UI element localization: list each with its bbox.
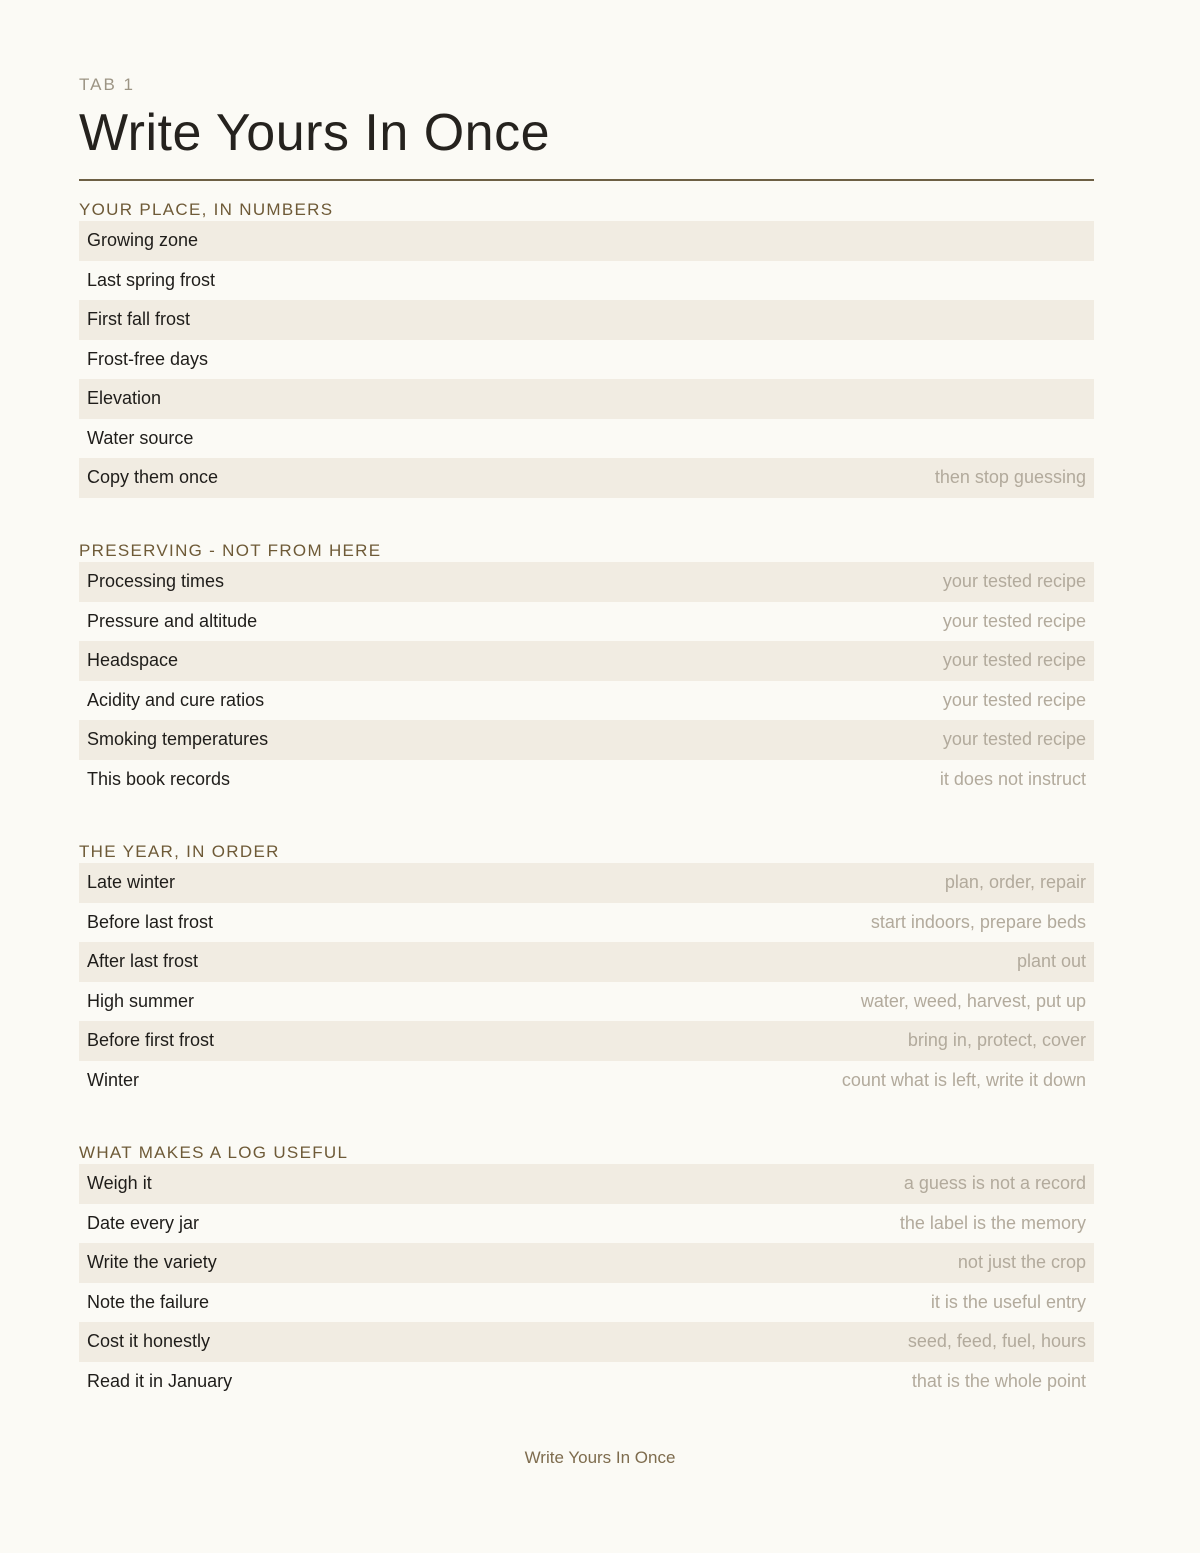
row-label: Write the variety <box>87 1252 217 1273</box>
table-row <box>79 419 1094 459</box>
table-row <box>79 641 1094 681</box>
section-preserving <box>79 540 1094 799</box>
table-row <box>79 1204 1094 1244</box>
row-label: Pressure and altitude <box>87 610 258 631</box>
section-log-useful <box>79 1142 1094 1401</box>
row-note: plan, order, repair <box>944 872 1086 893</box>
row-note: start indoors, prepare beds <box>870 911 1086 932</box>
tab-label: TAB 1 <box>79 75 135 94</box>
section-the-year <box>79 841 1094 1100</box>
section-rows <box>79 562 1094 799</box>
table-row <box>79 1362 1094 1402</box>
table-row <box>79 982 1094 1022</box>
row-note: seed, feed, fuel, hours <box>907 1331 1086 1352</box>
table-row <box>79 1061 1094 1101</box>
table-row <box>79 261 1094 301</box>
row-label: After last frost <box>87 951 199 972</box>
row-label: Water source <box>87 427 194 448</box>
row-label: This book records <box>87 768 231 789</box>
row-label: Before first frost <box>87 1030 215 1051</box>
row-note: that is the whole point <box>911 1370 1086 1391</box>
section-heading: YOUR PLACE, IN NUMBERS <box>79 200 334 219</box>
row-label: Weigh it <box>87 1173 152 1194</box>
row-note: not just the crop <box>957 1252 1086 1273</box>
row-label: Read it in January <box>87 1370 233 1391</box>
row-note: the label is the memory <box>899 1212 1086 1233</box>
table-row <box>79 1283 1094 1323</box>
section-rows <box>79 221 1094 498</box>
section-heading: THE YEAR, IN ORDER <box>79 842 280 861</box>
row-label: Elevation <box>87 388 162 409</box>
section-rows <box>79 1164 1094 1401</box>
table-row <box>79 863 1094 903</box>
row-note: bring in, protect, cover <box>907 1030 1086 1051</box>
row-label: Last spring frost <box>87 269 216 290</box>
row-label: Before last frost <box>87 911 214 932</box>
table-row <box>79 562 1094 602</box>
row-note: count what is left, write it down <box>841 1069 1086 1090</box>
table-row <box>79 1322 1094 1362</box>
table-row <box>79 1164 1094 1204</box>
row-note: your tested recipe <box>942 610 1086 631</box>
page-title: Write Yours In Once <box>79 104 550 162</box>
table-row <box>79 1243 1094 1283</box>
table-row <box>79 379 1094 419</box>
row-note: plant out <box>1016 951 1086 972</box>
table-row <box>79 1021 1094 1061</box>
row-label: Acidity and cure ratios <box>87 689 265 710</box>
row-note: it does not instruct <box>939 768 1086 789</box>
table-row <box>79 681 1094 721</box>
row-label: Headspace <box>87 650 179 671</box>
row-label: Smoking temperatures <box>87 729 269 750</box>
row-label: Date every jar <box>87 1212 200 1233</box>
row-label: Processing times <box>87 571 225 592</box>
row-label: Late winter <box>87 872 176 893</box>
row-note: a guess is not a record <box>903 1173 1086 1194</box>
title-divider <box>79 179 1094 181</box>
row-label: Winter <box>87 1069 140 1090</box>
row-note: water, weed, harvest, put up <box>860 990 1086 1011</box>
table-row <box>79 221 1094 261</box>
row-label: First fall frost <box>87 309 191 330</box>
row-note: it is the useful entry <box>930 1291 1086 1312</box>
table-row <box>79 720 1094 760</box>
table-row <box>79 300 1094 340</box>
row-label: Growing zone <box>87 230 199 251</box>
section-rows <box>79 863 1094 1100</box>
row-label: Copy them once <box>87 467 219 488</box>
row-note: your tested recipe <box>942 650 1086 671</box>
section-your-place <box>79 199 1094 498</box>
row-note: your tested recipe <box>942 729 1086 750</box>
row-label: High summer <box>87 990 195 1011</box>
row-label: Cost it honestly <box>87 1331 211 1352</box>
table-row <box>79 458 1094 498</box>
table-row <box>79 602 1094 642</box>
table-row <box>79 760 1094 800</box>
row-note: then stop guessing <box>934 467 1086 488</box>
row-label: Note the failure <box>87 1291 210 1312</box>
table-row <box>79 340 1094 380</box>
row-note: your tested recipe <box>942 689 1086 710</box>
row-note: your tested recipe <box>942 571 1086 592</box>
section-heading: WHAT MAKES A LOG USEFUL <box>79 1143 349 1162</box>
table-row <box>79 903 1094 943</box>
section-heading: PRESERVING - NOT FROM HERE <box>79 541 382 560</box>
table-row <box>79 942 1094 982</box>
page-footer: Write Yours In Once <box>524 1448 676 1467</box>
row-label: Frost-free days <box>87 348 209 369</box>
